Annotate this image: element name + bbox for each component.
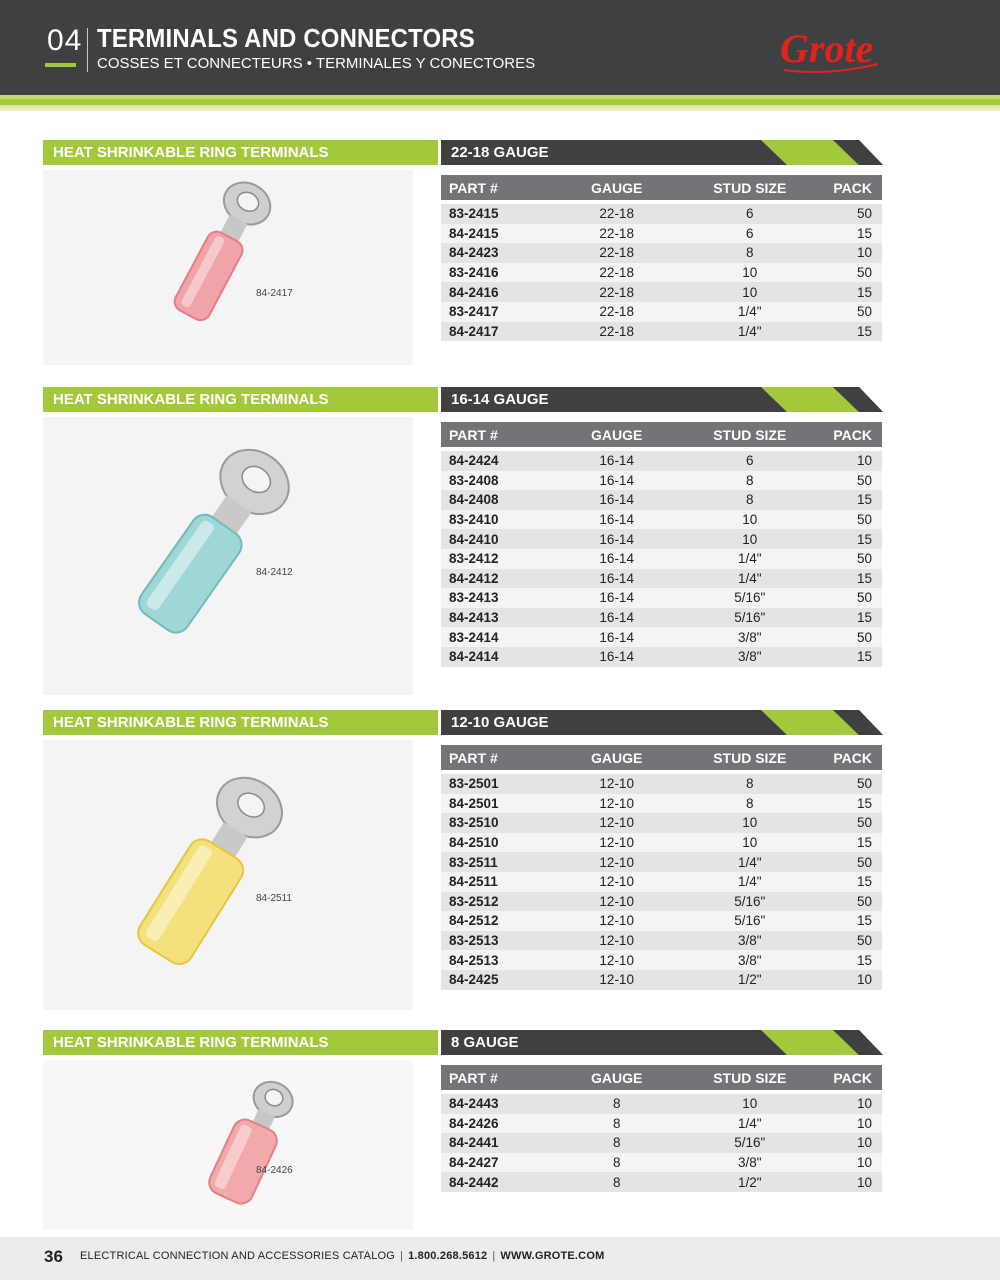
stud-size-cell: 8 <box>666 490 833 510</box>
section-8 <box>0 1030 1000 1230</box>
part-number-cell: 83-2511 <box>441 852 567 872</box>
table-header-row <box>441 422 882 447</box>
gauge-cell: 8 <box>567 1133 666 1153</box>
stud-size-cell: 5/16" <box>666 1133 833 1153</box>
stud-size-cell: 1/4" <box>666 322 833 342</box>
pack-cell: 10 <box>833 1172 882 1192</box>
pack-cell: 50 <box>833 892 882 912</box>
table-row <box>441 1114 882 1134</box>
table-row <box>441 243 882 263</box>
gauge-title: 12-10 GAUGE <box>451 714 549 731</box>
table-row <box>441 833 882 853</box>
category-title: HEAT SHRINKABLE RING TERMINALS <box>53 391 329 408</box>
part-number-cell: 83-2408 <box>441 471 567 491</box>
category-title: HEAT SHRINKABLE RING TERMINALS <box>53 714 329 731</box>
gauge-cell: 22-18 <box>567 204 666 224</box>
phone-number: 1.800.268.5612 <box>408 1250 488 1262</box>
table-row <box>441 813 882 833</box>
pack-cell: 50 <box>833 627 882 647</box>
gauge-cell: 16-14 <box>567 569 666 589</box>
pack-cell: 15 <box>833 608 882 628</box>
gauge-header <box>441 387 883 412</box>
page-title: TERMINALS AND CONNECTORS <box>97 23 475 53</box>
pack-cell: 10 <box>833 1133 882 1153</box>
pack-cell: 10 <box>833 1114 882 1134</box>
part-number-cell: 84-2410 <box>441 529 567 549</box>
gauge-title: 22-18 GAUGE <box>451 144 549 161</box>
page-number: 36 <box>44 1247 63 1266</box>
gauge-cell: 16-14 <box>567 529 666 549</box>
gauge-cell: 16-14 <box>567 647 666 667</box>
table-row <box>441 931 882 951</box>
table-row <box>441 322 882 342</box>
part-number-cell: 84-2412 <box>441 569 567 589</box>
grote-logo <box>778 20 886 80</box>
stud-size-cell: 3/8" <box>666 931 833 951</box>
spec-table <box>441 745 882 990</box>
gauge-cell: 12-10 <box>567 950 666 970</box>
stud-size-cell: 1/2" <box>666 1172 833 1192</box>
page-header <box>0 0 1000 95</box>
table-row <box>441 1133 882 1153</box>
pack-cell: 15 <box>833 647 882 667</box>
pack-cell: 50 <box>833 263 882 283</box>
pack-cell: 15 <box>833 833 882 853</box>
gauge-cell: 12-10 <box>567 892 666 912</box>
table-header-row <box>441 1065 882 1090</box>
part-number-cell: 84-2427 <box>441 1153 567 1173</box>
pack-cell: 15 <box>833 872 882 892</box>
gauge-cell: 8 <box>567 1094 666 1114</box>
table-row <box>441 282 882 302</box>
part-number-cell: 84-2423 <box>441 243 567 263</box>
stud-size-cell: 1/4" <box>666 1114 833 1134</box>
gauge-cell: 16-14 <box>567 451 666 471</box>
catalog-name: ELECTRICAL CONNECTION AND ACCESSORIES CATALOG <box>80 1250 396 1262</box>
table-row <box>441 970 882 990</box>
gauge-cell: 12-10 <box>567 774 666 794</box>
stud-size-cell: 10 <box>666 833 833 853</box>
stud-size-cell: 8 <box>666 774 833 794</box>
gauge-cell: 12-10 <box>567 931 666 951</box>
part-number-cell: 83-2415 <box>441 204 567 224</box>
part-number-cell: 83-2513 <box>441 931 567 951</box>
category-bar <box>43 710 438 735</box>
header-green-stripe <box>0 95 1000 111</box>
stud-size-cell: 10 <box>666 813 833 833</box>
ring-terminal-image-blue <box>43 417 413 695</box>
part-number-cell: 84-2511 <box>441 872 567 892</box>
stud-size-cell: 10 <box>666 529 833 549</box>
table-row <box>441 569 882 589</box>
stud-size-cell: 6 <box>666 451 833 471</box>
part-number-cell: 83-2412 <box>441 549 567 569</box>
column-header-pack: PACK <box>833 175 882 200</box>
pack-cell: 50 <box>833 549 882 569</box>
pack-cell: 10 <box>833 970 882 990</box>
grote-logo-text: Grote <box>780 26 874 71</box>
category-title: HEAT SHRINKABLE RING TERMINALS <box>53 144 329 161</box>
gauge-cell: 16-14 <box>567 549 666 569</box>
part-number-cell: 84-2415 <box>441 224 567 244</box>
part-number-cell: 83-2417 <box>441 302 567 322</box>
column-header-pack: PACK <box>833 422 882 447</box>
part-number-cell: 83-2410 <box>441 510 567 530</box>
part-number-cell: 84-2408 <box>441 490 567 510</box>
spec-table <box>441 175 882 341</box>
table-row <box>441 302 882 322</box>
gauge-cell: 16-14 <box>567 510 666 530</box>
part-number-cell: 83-2510 <box>441 813 567 833</box>
stud-size-cell: 6 <box>666 204 833 224</box>
spec-table <box>441 1065 882 1192</box>
pack-cell: 15 <box>833 529 882 549</box>
gauge-cell: 22-18 <box>567 263 666 283</box>
gauge-cell: 12-10 <box>567 911 666 931</box>
stud-size-cell: 3/8" <box>666 950 833 970</box>
column-header-gauge: GAUGE <box>567 422 666 447</box>
part-number-cell: 83-2416 <box>441 263 567 283</box>
image-part-label: 84-2417 <box>256 288 293 299</box>
stud-size-cell: 10 <box>666 282 833 302</box>
pack-cell: 50 <box>833 813 882 833</box>
gauge-cell: 12-10 <box>567 852 666 872</box>
ring-terminal-image-red-8 <box>43 1060 413 1230</box>
table-row <box>441 1094 882 1114</box>
part-number-cell: 83-2414 <box>441 627 567 647</box>
part-number-cell: 84-2426 <box>441 1114 567 1134</box>
table-row <box>441 774 882 794</box>
section-12-10 <box>0 710 1000 1010</box>
pack-cell: 15 <box>833 490 882 510</box>
part-number-cell: 84-2424 <box>441 451 567 471</box>
gauge-header <box>441 710 883 735</box>
product-photo <box>43 417 413 695</box>
table-row <box>441 872 882 892</box>
gauge-cell: 16-14 <box>567 471 666 491</box>
stud-size-cell: 8 <box>666 794 833 814</box>
gauge-cell: 12-10 <box>567 872 666 892</box>
section-16-14 <box>0 387 1000 687</box>
gauge-cell: 16-14 <box>567 490 666 510</box>
category-title: HEAT SHRINKABLE RING TERMINALS <box>53 1034 329 1051</box>
table-row <box>441 911 882 931</box>
pack-cell: 50 <box>833 931 882 951</box>
table-row <box>441 490 882 510</box>
gauge-cell: 8 <box>567 1153 666 1173</box>
stud-size-cell: 10 <box>666 510 833 530</box>
column-header-part: PART # <box>441 745 567 770</box>
gauge-cell: 12-10 <box>567 970 666 990</box>
page-subtitle: COSSES ET CONNECTEURS • TERMINALES Y CONECTORES <box>97 55 536 72</box>
gauge-cell: 8 <box>567 1172 666 1192</box>
footer-text: ELECTRICAL CONNECTION AND ACCESSORIES CATALOG | 1.800.268.5612 | WWW.GROTE.COM <box>80 1250 605 1262</box>
column-header-part: PART # <box>441 175 567 200</box>
pack-cell: 15 <box>833 950 882 970</box>
table-row <box>441 852 882 872</box>
table-row <box>441 892 882 912</box>
product-photo <box>43 170 413 365</box>
stud-size-cell: 3/8" <box>666 1153 833 1173</box>
pack-cell: 50 <box>833 588 882 608</box>
part-number-cell: 84-2416 <box>441 282 567 302</box>
column-header-part: PART # <box>441 1065 567 1090</box>
table-row <box>441 510 882 530</box>
stud-size-cell: 5/16" <box>666 588 833 608</box>
stud-size-cell: 6 <box>666 224 833 244</box>
gauge-cell: 16-14 <box>567 608 666 628</box>
gauge-cell: 22-18 <box>567 302 666 322</box>
table-row <box>441 263 882 283</box>
stud-size-cell: 8 <box>666 471 833 491</box>
pack-cell: 15 <box>833 794 882 814</box>
pack-cell: 50 <box>833 510 882 530</box>
gauge-header <box>441 1030 883 1055</box>
gauge-title: 16-14 GAUGE <box>451 391 549 408</box>
section-22-18 <box>0 140 1000 340</box>
gauge-cell: 8 <box>567 1114 666 1134</box>
stud-size-cell: 3/8" <box>666 627 833 647</box>
part-number-cell: 84-2414 <box>441 647 567 667</box>
stud-size-cell: 5/16" <box>666 608 833 628</box>
table-row <box>441 1172 882 1192</box>
table-row <box>441 451 882 471</box>
table-row <box>441 1153 882 1173</box>
part-number-cell: 84-2501 <box>441 794 567 814</box>
category-bar <box>43 387 438 412</box>
product-photo <box>43 740 413 1010</box>
column-header-pack: PACK <box>833 1065 882 1090</box>
section-number-underline <box>45 63 76 67</box>
pack-cell: 50 <box>833 204 882 224</box>
stud-size-cell: 1/4" <box>666 872 833 892</box>
product-photo <box>43 1060 413 1230</box>
pack-cell: 15 <box>833 282 882 302</box>
column-header-gauge: GAUGE <box>567 745 666 770</box>
gauge-cell: 22-18 <box>567 243 666 263</box>
table-row <box>441 224 882 244</box>
part-number-cell: 84-2513 <box>441 950 567 970</box>
gauge-cell: 16-14 <box>567 588 666 608</box>
part-number-cell: 83-2512 <box>441 892 567 912</box>
pack-cell: 10 <box>833 243 882 263</box>
column-header-gauge: GAUGE <box>567 175 666 200</box>
ring-terminal-image-yellow <box>43 740 413 1010</box>
column-header-part: PART # <box>441 422 567 447</box>
table-row <box>441 588 882 608</box>
stud-size-cell: 10 <box>666 1094 833 1114</box>
part-number-cell: 84-2443 <box>441 1094 567 1114</box>
pack-cell: 15 <box>833 322 882 342</box>
category-bar <box>43 140 438 165</box>
gauge-cell: 12-10 <box>567 833 666 853</box>
stud-size-cell: 1/4" <box>666 852 833 872</box>
stud-size-cell: 1/2" <box>666 970 833 990</box>
pack-cell: 15 <box>833 224 882 244</box>
column-header-stud: STUD SIZE <box>666 745 833 770</box>
pack-cell: 10 <box>833 1153 882 1173</box>
image-part-label: 84-2412 <box>256 567 293 578</box>
part-number-cell: 84-2425 <box>441 970 567 990</box>
column-header-stud: STUD SIZE <box>666 1065 833 1090</box>
part-number-cell: 84-2413 <box>441 608 567 628</box>
table-header-row <box>441 175 882 200</box>
part-number-cell: 83-2501 <box>441 774 567 794</box>
part-number-cell: 84-2441 <box>441 1133 567 1153</box>
column-header-pack: PACK <box>833 745 882 770</box>
table-row <box>441 647 882 667</box>
pack-cell: 10 <box>833 1094 882 1114</box>
gauge-cell: 12-10 <box>567 813 666 833</box>
category-bar <box>43 1030 438 1055</box>
table-header-row <box>441 745 882 770</box>
ring-terminal-image-red <box>43 170 413 365</box>
table-row <box>441 529 882 549</box>
spec-table <box>441 422 882 667</box>
pack-cell: 50 <box>833 471 882 491</box>
pack-cell: 50 <box>833 774 882 794</box>
gauge-cell: 22-18 <box>567 224 666 244</box>
table-row <box>441 950 882 970</box>
table-row <box>441 608 882 628</box>
part-number-cell: 84-2510 <box>441 833 567 853</box>
column-header-stud: STUD SIZE <box>666 175 833 200</box>
gauge-title: 8 GAUGE <box>451 1034 519 1051</box>
stud-size-cell: 1/4" <box>666 569 833 589</box>
part-number-cell: 84-2442 <box>441 1172 567 1192</box>
table-row <box>441 549 882 569</box>
part-number-cell: 84-2512 <box>441 911 567 931</box>
pack-cell: 15 <box>833 911 882 931</box>
table-row <box>441 627 882 647</box>
column-header-gauge: GAUGE <box>567 1065 666 1090</box>
image-part-label: 84-2426 <box>256 1165 293 1176</box>
gauge-cell: 22-18 <box>567 282 666 302</box>
pack-cell: 15 <box>833 569 882 589</box>
table-row <box>441 204 882 224</box>
stud-size-cell: 10 <box>666 263 833 283</box>
page-footer <box>0 1237 1000 1280</box>
stud-size-cell: 3/8" <box>666 647 833 667</box>
section-number: 04 <box>47 24 83 57</box>
part-number-cell: 84-2417 <box>441 322 567 342</box>
pack-cell: 50 <box>833 852 882 872</box>
stud-size-cell: 5/16" <box>666 911 833 931</box>
header-divider <box>87 28 88 72</box>
pack-cell: 10 <box>833 451 882 471</box>
column-header-stud: STUD SIZE <box>666 422 833 447</box>
stud-size-cell: 1/4" <box>666 302 833 322</box>
table-row <box>441 471 882 491</box>
table-row <box>441 794 882 814</box>
gauge-header <box>441 140 883 165</box>
image-part-label: 84-2511 <box>256 893 292 904</box>
gauge-cell: 22-18 <box>567 322 666 342</box>
gauge-cell: 12-10 <box>567 794 666 814</box>
gauge-cell: 16-14 <box>567 627 666 647</box>
website-link[interactable]: WWW.GROTE.COM <box>500 1250 605 1262</box>
stud-size-cell: 8 <box>666 243 833 263</box>
pack-cell: 50 <box>833 302 882 322</box>
stud-size-cell: 1/4" <box>666 549 833 569</box>
stud-size-cell: 5/16" <box>666 892 833 912</box>
part-number-cell: 83-2413 <box>441 588 567 608</box>
